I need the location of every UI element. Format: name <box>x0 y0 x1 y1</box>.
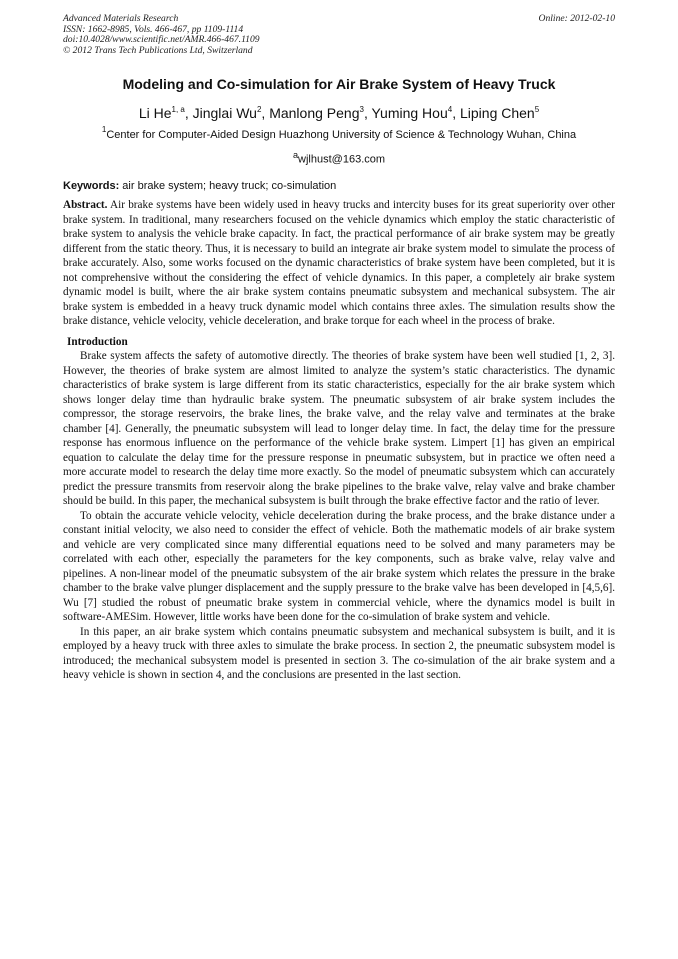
doi-line: doi:10.4028/www.scientific.net/AMR.466-467.1109 <box>63 34 260 46</box>
author-affiliation-mark: 5 <box>534 105 540 115</box>
journal-name: Advanced Materials Research <box>63 13 179 24</box>
author <box>371 105 460 121</box>
affiliation <box>63 125 615 142</box>
affiliation-text: Center for Computer-Aided Design Huazhong University of Science & Technology Wuhan, China <box>106 129 577 142</box>
author-name: Yuming Hou <box>371 105 448 122</box>
keywords-label: Keywords: <box>63 180 120 193</box>
author <box>193 105 270 121</box>
author-affiliation-mark: 3 <box>359 105 364 115</box>
author <box>269 105 371 121</box>
keywords-text: air brake system; heavy truck; co-simulation <box>119 180 337 193</box>
author-affiliation-mark: 1, a <box>171 105 185 115</box>
section-heading-introduction: Introduction <box>67 335 128 348</box>
author-name: Manlong Peng <box>269 105 360 122</box>
author-separator: , <box>363 105 372 122</box>
affiliation-mark: 1 <box>101 125 107 135</box>
author <box>139 105 193 121</box>
email-mark: a <box>292 150 299 161</box>
abstract <box>63 198 615 329</box>
author-affiliation-mark: 4 <box>447 105 453 115</box>
paragraph: In this paper, an air brake system which contains pneumatic subsystem and mechanical subsystem is built, and it is employed by a heavy truck with three axles to simulate the brake process. In section 2, the pneumatic subsystem model is introduced; the mechanical subsystem model is presented in section 3. The co-simulation of the air brake system and a heavy vehicle is shown in section 4, and the conclusions are presented in the last section. <box>63 625 615 682</box>
author-affiliation-mark: 2 <box>256 105 262 115</box>
journal-header <box>63 14 615 56</box>
issn-line: ISSN: 1662-8985, Vols. 466-467, pp 1109-1114 <box>63 23 244 35</box>
online-date: Online: 2012-02-10 <box>538 13 615 24</box>
paper-page <box>63 14 615 683</box>
paragraph: Brake system affects the safety of automotive directly. The theories of brake system have been well studied [1, 2, 3]. However, the theories of brake system are almost limited to analyze the system’s static characteristics. The dynamic characteristics of brake system is large different from its static characteristics, especially for the air brake system which shows longer delay time than hydraulic brake system. The pneumatic subsystem of air brake system includes the compressor, the storage reservoirs, the brake lines, the brake valve, and the relay valve and terminates at the brake chamber [4]. Generally, the pneumatic subsystem will lead to longer delay time. In fact, the delay time for the pressure response has enormous influence on the performance of the vehicle brake system. Limpert [1] has given an empirical equation to calculate the delay time for the pressure response in pneumatic subsystem, but in practice we often need a more accurate model to research the delay time more exactly. So the model of pneumatic subsystem which can accurately predict the pressure transmits from reservoir along the brake pipelines to the brake valve, relay valve and brake chamber should be build. In this paper, the mechanical subsystem is built through the brake effective factor and the ratio of lever. <box>63 350 615 508</box>
author-separator: , <box>452 105 460 122</box>
author-email <box>63 148 615 167</box>
email-text[interactable]: wjlhust@163.com <box>298 154 386 167</box>
author-separator: , <box>261 105 270 122</box>
keywords <box>63 179 615 193</box>
paragraph: To obtain the accurate vehicle velocity, vehicle deceleration during the brake process, and the brake distance under a constant initial velocity, we also need to consider the effect of vehicle. Both the mathematic models of air brake system and vehicle are very complicated since many differential equations need to be solved and many parameters may be correlated with each other, especially the parameters for the key components, such as brake valve, relay valve and pipelines. A non-linear model of the pneumatic subsystem of the air brake system which relates the pressure in the brake chamber to the brake valve plunger displacement and the supply pressure to the brake valve has been developed in [4,5,6]. Wu [7] studied the robust of pneumatic brake system in commercial vehicle, where the dynamics model is built in software-AMESim. However, little works have been done for the co-simulation of brake system and vehicle. <box>63 509 615 624</box>
paper-title: Modeling and Co-simulation for Air Brake System of Heavy Truck <box>122 76 556 93</box>
author-list <box>63 104 615 122</box>
author-name: Jinglai Wu <box>192 105 257 122</box>
author-name: Li He <box>138 105 172 122</box>
author-separator: , <box>184 105 193 122</box>
abstract-label: Abstract. <box>63 199 108 212</box>
copyright-line: © 2012 Trans Tech Publications Ltd, Switzerland <box>63 44 253 56</box>
author <box>460 105 539 121</box>
author-name: Liping Chen <box>459 105 535 122</box>
abstract-text: Air brake systems have been widely used in heavy trucks and intercity buses for its great superiority over other brake system. In traditional, many researchers focused on the vehicle dynamics which employ the static characteristic of brake system to analysis the vehicle brake capacity. In fact, the practical performance of air brake system may be greatly different from the static theory. Thus, it is necessary to build an integrate air brake system model to simulate the process of brake accurately. Also, some works focused on the dynamic characteristics of brake system have been completed, but it is not comprehensive without the considering the effect of vehicle dynamics. In this paper, a completely air brake system dynamic model is built, where the air brake system contains pneumatic subsystem and mechanical subsystem. The air brake system is embedded in a heavy truck dynamic model which contains three axles. The simulation results show the brake distance, vehicle velocity, vehicle deceleration, and brake torque for each wheel in the process of brake. <box>63 199 615 328</box>
